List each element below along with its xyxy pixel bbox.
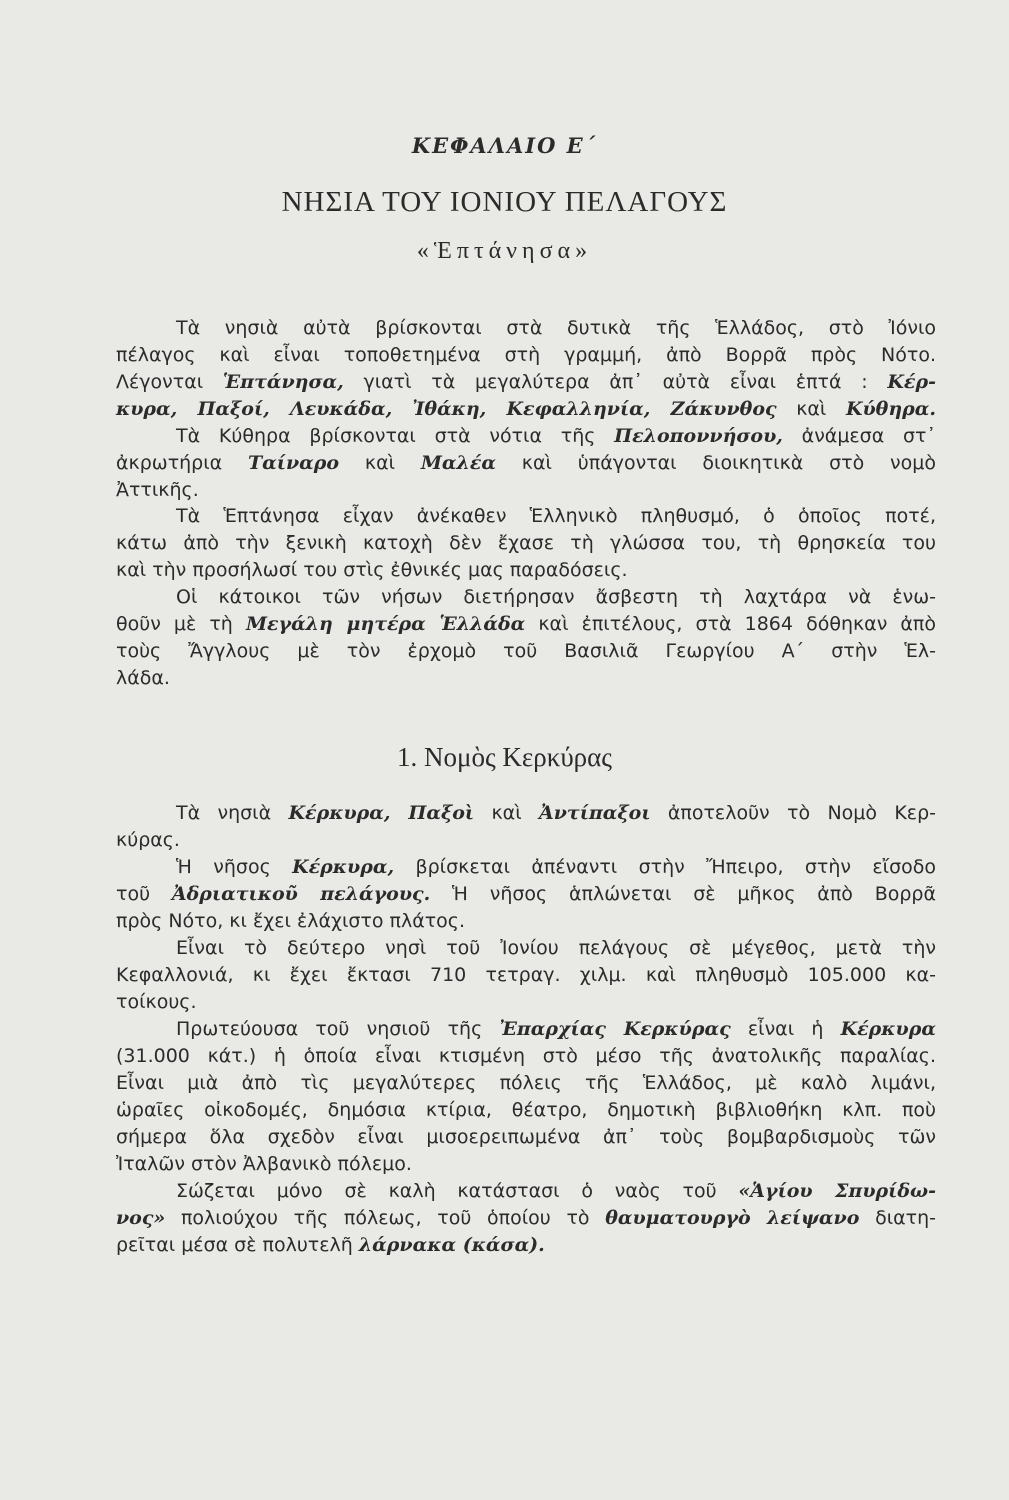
- text-line: [116, 478, 936, 504]
- text-line: [176, 936, 936, 962]
- body-text: καὶ: [776, 398, 846, 420]
- emphasis-text: λάρνακα (κάσα).: [358, 1234, 545, 1256]
- text-line: [116, 343, 936, 369]
- body-text: Σώζεται μόνο σὲ καλὴ κατάστασι ὁ ναὸς τοῦ: [176, 1180, 739, 1202]
- text-line: [116, 1125, 936, 1151]
- chapter-title: ΝΗΣΙΑ ΤΟΥ ΙΟΝΙΟΥ ΠΕΛΑΓΟΥΣ: [281, 186, 728, 218]
- chapter-label: ΚΕΦΑΛΑΙΟ Ε΄: [411, 133, 598, 158]
- body-text: καὶ ὑπάγονται διοικητικὰ στὸ νομὸ: [496, 452, 936, 474]
- text-line: [116, 397, 936, 423]
- body-text: Ἀττικῆς.: [116, 479, 199, 501]
- text-line: [176, 801, 936, 827]
- text-line: [176, 504, 936, 530]
- body-text: καὶ: [339, 452, 421, 474]
- emphasis-text: Κέρ-: [887, 371, 936, 393]
- text-line: [176, 855, 936, 881]
- body-text: Οἱ κάτοικοι τῶν νήσων διετήρησαν ἄσβεστη τὴ λαχτάρα νὰ ἑνω-: [176, 586, 936, 608]
- body-text: ἀποτελοῦν τὸ Νομὸ Κερ-: [650, 802, 936, 824]
- text-line: [116, 1044, 936, 1070]
- text-line: [176, 424, 936, 450]
- emphasis-text: Ἀδριατικοῦ πελάγους.: [171, 883, 431, 905]
- emphasis-text: Κέρκυρα: [840, 1018, 936, 1040]
- body-text: ὡραῖες οἰκοδομές, δημόσια κτίρια, θέατρο, δημοτικὴ βιβλιοθήκη κλπ. ποὺ: [116, 1099, 936, 1121]
- body-text: λάδα.: [116, 667, 170, 689]
- emphasis-text: Κέρκυρα,: [292, 856, 395, 878]
- body-text: Εἶναι τὸ δεύτερο νησὶ τοῦ Ἰονίου πελάγους σὲ μέγεθος, μετὰ τὴν: [176, 937, 936, 959]
- text-line: [176, 1179, 936, 1205]
- body-text: Ἡ νῆσος: [176, 856, 293, 878]
- body-text: Τὰ Ἑπτάνησα εἶχαν ἀνέκαθεν Ἑλληνικὸ πληθυσμό, ὁ ὁποῖος ποτέ,: [176, 505, 936, 527]
- body-text: πέλαγος καὶ εἶναι τοποθετημένα στὴ γραμμή, ἀπὸ Βορρᾶ πρὸς Νότο.: [116, 344, 936, 366]
- body-text: ρεῖται μέσα σὲ πολυτελῆ: [116, 1234, 359, 1256]
- text-line: [116, 451, 936, 477]
- body-text: Πρωτεύουσα τοῦ νησιοῦ τῆς: [176, 1018, 500, 1040]
- text-line: [116, 370, 936, 396]
- text-line: [116, 558, 936, 584]
- body-text: Ἡ νῆσος ἁπλώνεται σὲ μῆκος ἀπὸ Βορρᾶ: [430, 883, 937, 905]
- body-text: Εἶναι μιὰ ἀπὸ τὶς μεγαλύτερες πόλεις τῆς Ἑλλάδος, μὲ καλὸ λιμάνι,: [116, 1072, 936, 1094]
- emphasis-text: κυρα, Παξοί, Λευκάδα, Ἰθάκη, Κεφαλληνία, Ζάκυνθος: [116, 398, 777, 420]
- body-text: Λέγονται: [116, 371, 223, 393]
- body-text: σήμερα ὅλα σχεδὸν εἶναι μισοερειπωμένα ἀπ᾿ τοὺς βομβαρδισμοὺς τῶν: [116, 1126, 936, 1148]
- text-line: [176, 1017, 936, 1043]
- body-text: καὶ τὴν προσήλωσί του στὶς ἐθνικές μας παραδόσεις.: [116, 559, 628, 581]
- emphasis-text: Κέρκυρα, Παξοὶ: [288, 802, 475, 824]
- body-text: Κεφαλλονιά, κι ἔχει ἔκτασι 710 τετραγ. χιλμ. καὶ πληθυσμὸ 105.000 κα-: [116, 964, 936, 986]
- body-text: καὶ: [474, 802, 539, 824]
- emphasis-text: «Ἁγίου Σπυρίδω-: [738, 1180, 937, 1202]
- body-text: κύρας.: [116, 829, 180, 851]
- text-line: [116, 612, 936, 638]
- text-line: [116, 639, 936, 665]
- text-line: [116, 531, 936, 557]
- emphasis-text: Μεγάλη μητέρα Ἑλλάδα: [245, 613, 526, 635]
- body-text: βρίσκεται ἀπέναντι στὴν Ἤπειρο, στὴν εἴσοδο: [394, 856, 936, 878]
- emphasis-text: Μαλέα: [420, 452, 496, 474]
- text-line: [116, 1098, 936, 1124]
- text-line: [116, 909, 936, 935]
- body-text: ἀνάμεσα στ᾿: [782, 425, 936, 447]
- emphasis-text: θαυματουργὸ λείψανο: [605, 1207, 860, 1229]
- text-line: [116, 963, 936, 989]
- text-line: [116, 1152, 936, 1178]
- emphasis-text: Ταίναρο: [248, 452, 340, 474]
- text-line: [176, 585, 936, 611]
- body-text: Τὰ νησιὰ: [176, 802, 289, 824]
- emphasis-text: Πελοποννήσου,: [614, 425, 783, 447]
- body-text: Τὰ Κύθηρα βρίσκονται στὰ νότια τῆς: [176, 425, 615, 447]
- text-line: [116, 1071, 936, 1097]
- emphasis-text: Ἀντίπαξοι: [538, 802, 651, 824]
- emphasis-text: Ἐπαρχίας Κερκύρας: [499, 1018, 731, 1040]
- emphasis-text: νος»: [116, 1207, 166, 1229]
- body-text: γιατὶ τὰ μεγαλύτερα ἀπ᾿ αὐτὰ εἶναι ἑπτά :: [343, 371, 888, 393]
- body-text: κάτω ἀπὸ τὴν ξενικὴ κατοχὴ δὲν ἔχασε τὴ γλώσσα του, τὴ θρησκεία του: [116, 532, 936, 554]
- text-line: [116, 666, 936, 692]
- chapter-subtitle: «Ἑπτάνησα»: [416, 238, 593, 264]
- body-text: πρὸς Νότο, κι ἔχει ἐλάχιστο πλάτος.: [116, 910, 465, 932]
- body-text: Τὰ νησιὰ αὐτὰ βρίσκονται στὰ δυτικὰ τῆς Ἑλλάδος, στὸ Ἰόνιο: [176, 317, 936, 339]
- text-line: [116, 882, 936, 908]
- text-line: [176, 316, 936, 342]
- emphasis-text: Ἑπτάνησα,: [222, 371, 344, 393]
- body-text: (31.000 κάτ.) ἡ ὁποία εἶναι κτισμένη στὸ μέσο τῆς ἀνατολικῆς παραλίας.: [116, 1045, 936, 1067]
- body-text: θοῦν μὲ τὴ: [116, 613, 246, 635]
- section-heading: 1. Νομὸς Κερκύρας: [396, 742, 612, 772]
- body-text: Ἰταλῶν στὸν Ἀλβανικὸ πόλεμο.: [116, 1153, 412, 1175]
- text-line: [116, 828, 936, 854]
- body-text: ἀκρωτήρια: [116, 452, 248, 474]
- body-text: διατη-: [859, 1207, 936, 1229]
- body-text: τοὺς Ἄγγλους μὲ τὸν ἐρχομὸ τοῦ Βασιλιᾶ Γεωργίου Α΄ στὴν Ἑλ-: [116, 640, 936, 662]
- text-line: [116, 990, 936, 1016]
- text-line: [116, 1206, 936, 1232]
- emphasis-text: Κύθηρα.: [845, 398, 937, 420]
- body-text: τοῦ: [116, 883, 172, 905]
- body-text: πολιούχου τῆς πόλεως, τοῦ ὁποίου τὸ: [165, 1207, 606, 1229]
- body-text: εἶναι ἡ: [730, 1018, 841, 1040]
- body-text: καὶ ἐπιτέλους, στὰ 1864 δόθηκαν ἀπὸ: [525, 613, 936, 635]
- body-text: τοίκους.: [116, 991, 197, 1013]
- text-line: [116, 1233, 936, 1259]
